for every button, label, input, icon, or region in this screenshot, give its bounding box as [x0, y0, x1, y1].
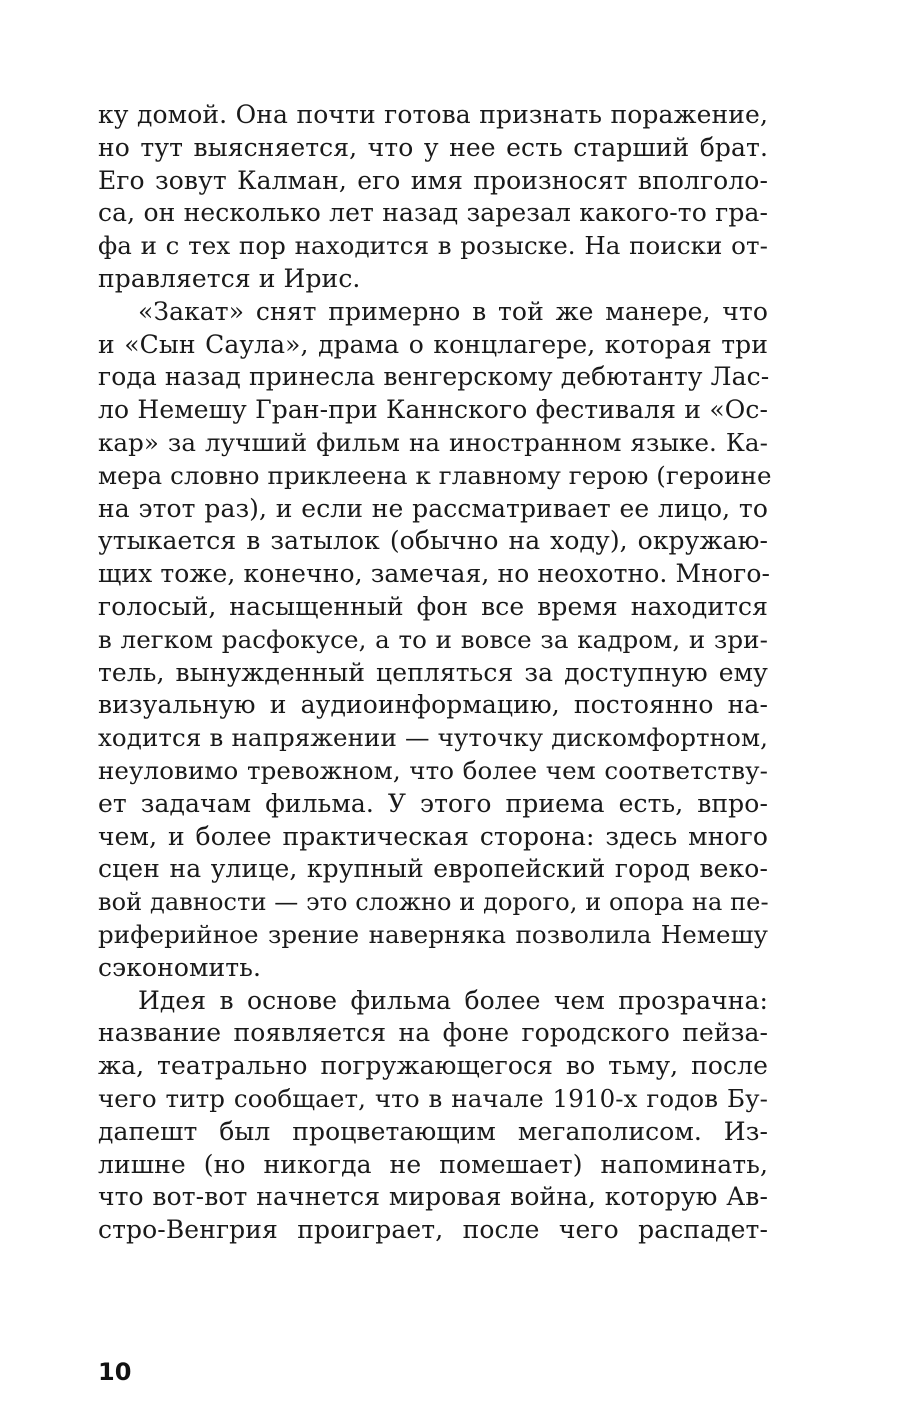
- text-line: стро-Венгрия проиграет, после чего распадет-: [98, 1215, 768, 1245]
- text-line: мера словно приклеена к главному герою (героине: [98, 460, 772, 490]
- text-line: щих тоже, конечно, замечая, но неохотно. Много-: [98, 559, 771, 589]
- text-line: са, он несколько лет назад зарезал какого-то гра-: [98, 198, 768, 228]
- text-line: чего титр сообщает, что в начале 1910-х годов Бу-: [98, 1083, 768, 1113]
- paragraph-3: [98, 985, 768, 1247]
- text-line: неуловимо тревожном, что более чем соответству-: [98, 755, 768, 785]
- text-line: на этот раз), и если не рассматривает ее лицо, то: [98, 493, 768, 523]
- text-line: утыкается в затылок (обычно на ходу), окружаю-: [98, 526, 768, 556]
- text-line: тель, вынужденный цепляться за доступную ему: [98, 657, 768, 687]
- text-line: в легком расфокусе, а то и вовсе за кадром, и зри-: [98, 624, 768, 654]
- text-line: правляется и Ирис.: [98, 263, 361, 293]
- page-number: 10: [98, 1358, 132, 1386]
- text-line: сэкономить.: [98, 952, 261, 982]
- text-line: «Закат» снят примерно в той же манере, что: [138, 296, 768, 326]
- text-line: сцен на улице, крупный европейский город веко-: [98, 854, 768, 884]
- text-line: дапешт был процветающим мегаполисом. Из-: [98, 1116, 768, 1146]
- body-text: [98, 99, 772, 1247]
- text-line: чем, и более практическая сторона: здесь много: [98, 821, 768, 851]
- text-line: что вот-вот начнется мировая война, которую Ав-: [98, 1182, 768, 1212]
- text-line: ку домой. Она почти готова признать поражение,: [98, 100, 768, 129]
- text-line: кар» за лучший фильм на иностранном языке. Ка-: [98, 427, 768, 457]
- text-line: ходится в напряжении — чуточку дискомфортном,: [98, 723, 768, 753]
- text-line: года назад принесла венгерскому дебютанту Лас-: [98, 362, 770, 392]
- text-line: но тут выясняется, что у нее есть старший брат.: [98, 132, 768, 162]
- text-line: ет задачам фильма. У этого приема есть, впро-: [98, 788, 768, 818]
- text-line: название появляется на фоне городского пейза-: [98, 1018, 768, 1048]
- text-line: жа, театрально погружающегося во тьму, после: [98, 1051, 768, 1081]
- text-line: и «Сын Саула», драма о концлагере, которая три: [98, 329, 768, 359]
- text-line: вой давности — это сложно и дорого, и опора на пе-: [98, 888, 769, 917]
- text-line: фа и с тех пор находится в розыске. На поиски от-: [98, 231, 768, 261]
- text-line: ло Немешу Гран-при Каннского фестиваля и «Ос-: [98, 395, 768, 425]
- text-line: визуальную и аудиоинформацию, постоянно на-: [98, 690, 768, 720]
- text-line: риферийное зрение наверняка позволила Немешу: [98, 919, 768, 949]
- text-line: голосый, насыщенный фон все время находится: [98, 591, 768, 621]
- paragraph-1: [98, 99, 768, 296]
- text-line: лишне (но никогда не помешает) напоминать,: [98, 1149, 768, 1179]
- text-line: Его зовут Калман, его имя произносят вполголо-: [98, 165, 768, 195]
- paragraph-2: [98, 296, 772, 985]
- text-line: Идея в основе фильма более чем прозрачна:: [138, 985, 768, 1015]
